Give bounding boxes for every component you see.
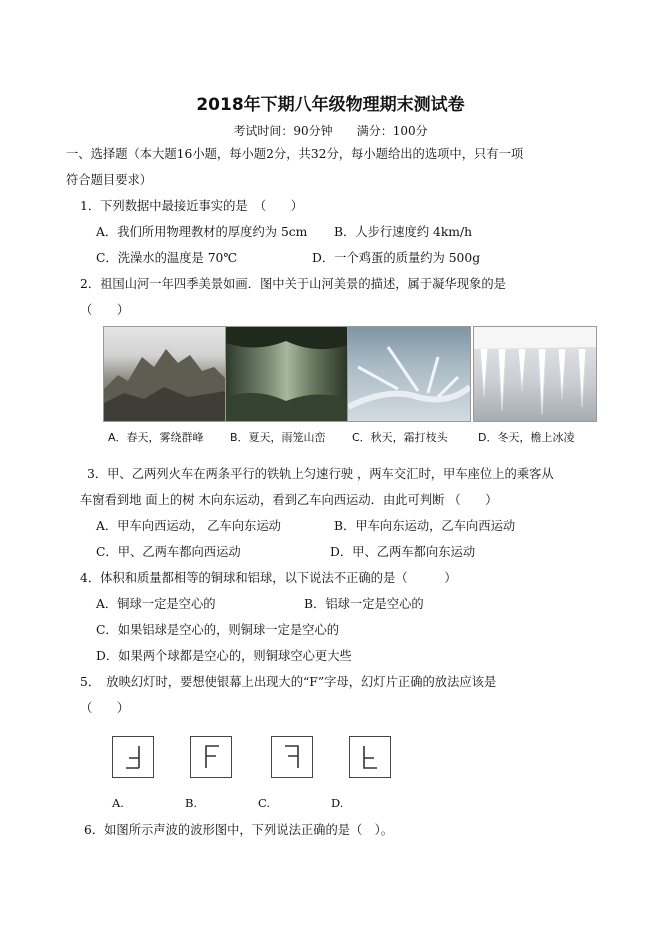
q4-option-d: D．如果两个球都是空心的，则铜球空心更大些 — [96, 649, 352, 663]
q1-option-c: C．洗澡水的温度是 70℃ — [96, 251, 238, 265]
slide-option-a-figure — [112, 736, 154, 778]
photo-winter-icicles — [473, 326, 597, 422]
q4-option-b: B．铝球一定是空心的 — [304, 597, 424, 611]
q3-option-d: D．甲、乙两车都向东运动 — [330, 545, 476, 559]
q2-stem-line1: 2．祖国山河一年四季美景如画．图中关于山河美景的描述，属于凝华现象的是 — [80, 277, 506, 291]
exam-title: 2018年下期八年级物理期末测试卷 — [196, 95, 465, 115]
q1-option-b: B．人步行速度约 4km/h — [334, 225, 473, 239]
exam-time: 考试时间：90分钟 — [233, 124, 333, 138]
q3-option-a: A．甲车向西运动， 乙车向东运动 — [96, 519, 281, 533]
q5-option-d-label: D. — [331, 796, 344, 810]
q2-stem-line2: （ ） — [80, 303, 130, 317]
q6-stem: 6．如图所示声波的波形图中，下列说法正确的是（ ）。 — [84, 823, 394, 837]
slide-option-d-figure — [349, 736, 391, 778]
q5-option-b-label: B. — [185, 796, 198, 810]
caption-winter: D．冬天，檐上冰凌 — [478, 431, 575, 444]
q1-option-a: A．我们所用物理教材的厚度约为 5cm — [96, 225, 308, 239]
section-heading-line1: 一、选择题（本大题16小题，每小题2分，共32分，每小题给出的选项中，只有一项 — [66, 147, 524, 161]
photo-summer-rain-mountains — [225, 326, 349, 422]
exam-score: 满分：100分 — [356, 124, 428, 138]
section-heading-line2: 符合题目要求） — [66, 173, 153, 187]
slide-option-c-figure — [271, 736, 313, 778]
caption-summer: B．夏天，雨笼山峦 — [230, 431, 326, 444]
q3-stem-line2: 车窗看到地 面上的树 木向东运动，看到乙车向西运动．由此可判断 （ ） — [80, 493, 498, 507]
q3-stem-line1: 3．甲、乙两列火车在两条平行的铁轨上匀速行驶 ，两车交汇时，甲车座位上的乘客从 — [87, 467, 554, 481]
caption-autumn: C．秋天，霜打枝头 — [352, 431, 448, 444]
q3-option-b: B．甲车向东运动，乙车向西运动 — [334, 519, 516, 533]
q4-option-a: A．铜球一定是空心的 — [96, 597, 216, 611]
q5-stem-line2: （ ） — [80, 701, 130, 715]
photo-autumn-frost-branches — [347, 326, 471, 422]
caption-spring: A．春天，雾绕群峰 — [108, 431, 204, 444]
q4-stem: 4．体积和质量都相等的铜球和铝球，以下说法不正确的是（ ） — [80, 571, 457, 585]
q5-stem-line1: 5． 放映幻灯时，要想使银幕上出现大的“F”字母，幻灯片正确的放法应该是 — [80, 675, 497, 689]
q1-stem: 1．下列数据中最接近事实的是 （ ） — [80, 199, 304, 213]
q4-option-c: C．如果铝球是空心的，则铜球一定是空心的 — [96, 623, 340, 637]
exam-info — [0, 122, 661, 139]
q3-option-c: C．甲、乙两车都向西运动 — [96, 545, 241, 559]
slide-option-b-figure — [190, 736, 232, 778]
q1-option-d: D．一个鸡蛋的质量约为 500g — [312, 251, 481, 265]
photo-spring-mist-peaks — [103, 326, 227, 422]
q5-option-c-label: C. — [258, 796, 271, 810]
q5-option-a-label: A. — [112, 796, 124, 810]
